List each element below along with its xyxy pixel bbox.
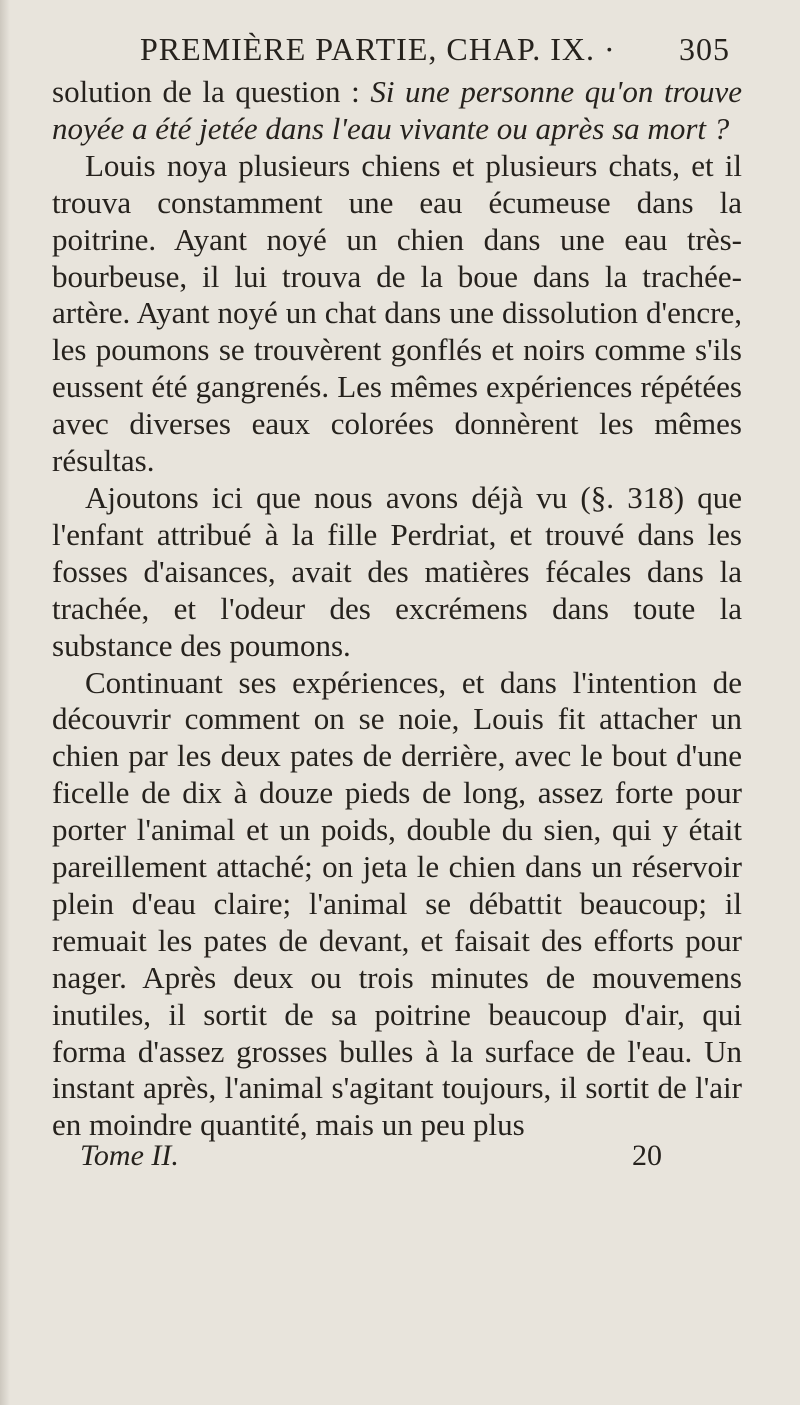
paragraph-1-lead: solution de la question :	[52, 74, 371, 109]
volume-mark: Tome II.	[80, 1139, 179, 1173]
page-number: 305	[679, 31, 730, 67]
body-text	[52, 74, 742, 1144]
paragraph-2: Louis noya plusieurs chiens et plusieurs chats, et il trouva constamment une eau écumeuse dans la poitrine. Ayant noyé un chien dans une eau très-bourbeuse, il lui trouva de la boue dans la trachée-artère. Ayant noyé un chat dans une dissolution d'encre, les poumons se trouvèrent gonflés et noirs comme s'ils eussent été gangrenés. Les mêmes expériences répétées avec diverses eaux colorées donnèrent les mêmes résultas.	[52, 147, 742, 479]
paragraph-3: Ajoutons ici que nous avons déjà vu (§. 318) que l'enfant attribué à la fille Perdriat, et trouvé dans les fosses d'aisances, avait des matières fécales dans la trachée, et l'odeur des excrémens dans toute la substance des poumons.	[52, 479, 742, 663]
paragraph-1-question: Si une personne qu'on trouve noyée a été jetée dans l'eau vivante ou après sa mort ?	[52, 74, 742, 146]
paragraph-4: Continuant ses expériences, et dans l'intention de découvrir comment on se noie, Louis fit attacher un chien par les deux pates de derrière, avec le bout d'une ficelle de dix à douze pieds de long, assez forte pour porter l'animal et un poids, double du sien, qui y était pareillement attaché; on jeta le chien dans un réservoir plein d'eau claire; l'animal se débattit beaucoup; il remuait les pates de devant, et faisait des efforts pour nager. Après deux ou trois minutes de mouvemens inutiles, il sortit de sa poitrine beaucoup d'air, qui forma d'assez grosses bulles à la surface de l'eau. Un instant après, l'animal s'agitant toujours, il sortit de l'air en moindre quantité, mais un peu plus	[52, 664, 742, 1143]
text-block	[52, 28, 742, 1172]
page-footer	[52, 1140, 742, 1172]
page-spine-shadow	[0, 0, 10, 1405]
running-head	[52, 28, 742, 70]
signature-mark: 20	[632, 1139, 662, 1173]
paragraph-1	[52, 74, 742, 148]
running-head-title: PREMIÈRE PARTIE, CHAP. IX. ·	[140, 31, 616, 67]
